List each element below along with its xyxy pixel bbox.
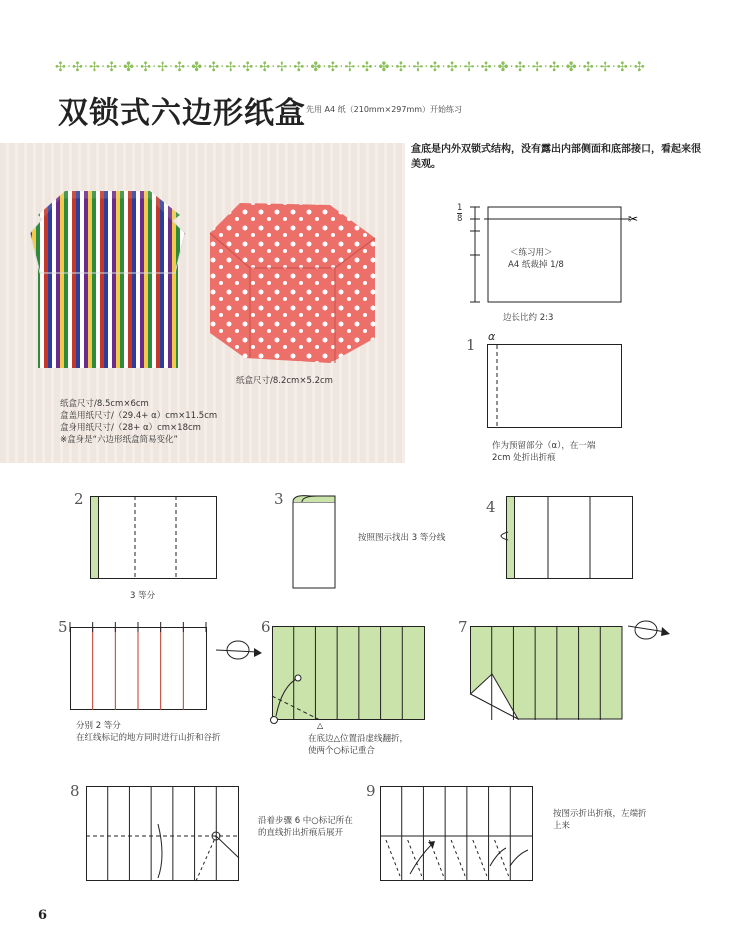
page-number: 6	[38, 908, 48, 923]
step-3-diagram	[290, 494, 350, 590]
svg-text:△: △	[317, 721, 324, 730]
step-6-text-2: 使两个○标记重合	[308, 746, 375, 756]
step-3-text: 按照图示找出 3 等分线	[358, 533, 446, 543]
floral-box-caption: 纸盒尺寸/8.2cm×5.2cm	[236, 376, 333, 386]
step-9-number: 9	[366, 782, 376, 800]
step-9-text-1: 按图示折出折痕，左端折	[553, 809, 647, 819]
step-8-number: 8	[70, 782, 80, 800]
prep-ratio: 边长比约 2:3	[503, 313, 554, 323]
step-4-diagram	[494, 496, 634, 580]
step-6-diagram	[272, 626, 432, 730]
step-9-diagram	[380, 786, 540, 886]
step-5-text-1: 分别 2 等分	[76, 721, 121, 731]
step-2-diagram	[90, 496, 220, 580]
step-1-text-1: 作为预留部分（α），在一端	[492, 441, 596, 451]
step-7-number: 7	[458, 618, 468, 636]
step-8-text-2: 的直线折出折痕后展开	[258, 828, 344, 838]
product-photo	[0, 143, 405, 463]
step-3-number: 3	[274, 490, 284, 508]
page-subtitle: 先用 A4 纸（210mm×297mm）开始练习	[306, 105, 463, 114]
fraction-denominator: 8	[457, 214, 463, 224]
fraction	[457, 203, 462, 224]
striped-box-caption-2: 盒盖用纸尺寸/（29.4+ α）cm×11.5cm	[60, 411, 218, 421]
step-5-text-2: 在红线标记的地方同时进行山折和谷折	[76, 733, 221, 743]
striped-box-caption-1: 纸盒尺寸/8.5cm×6cm	[60, 399, 149, 409]
floral-hexagon-box	[210, 203, 375, 363]
decorative-border: ✣·✣·✢·✣·✤·✣·✢·✣·✤·✣·✢·✣·✣·✢·✣·✤·✣·✢·✣·✤·✣·✢·✣·✣·✢·✣·✤·✣·✢·✣·✤·✣·✢·✣·✣	[55, 60, 646, 75]
scissors-icon: ✂	[628, 212, 639, 226]
step-6-text-1: 在底边△位置沿虚线翻折，	[308, 734, 409, 744]
turn-over-icon	[214, 638, 264, 664]
step-8-diagram	[86, 786, 246, 886]
step-4-number: 4	[486, 498, 496, 516]
intro-text: 盒底是内外双锁式结构，没有露出内部侧面和底部接口，看起来很美观。	[411, 144, 701, 170]
step-1-text-2: 2cm 处折出折痕	[492, 453, 556, 463]
step-1-diagram	[487, 344, 623, 430]
step-2-number: 2	[74, 490, 84, 508]
step-8-text-1: 沿着步骤 6 中○标记所在	[258, 816, 353, 826]
prep-label-2: A4 纸裁掉 1/8	[508, 260, 564, 270]
page-title: 双锁式六边形纸盒	[58, 96, 306, 131]
step-7-diagram	[470, 626, 630, 726]
striped-hexagon-box	[30, 191, 185, 368]
turn-over-icon-2	[626, 618, 676, 644]
striped-box-caption-4: ※盒身是“六边形纸盒简易变化”	[60, 435, 178, 445]
alpha-label: α	[488, 330, 496, 343]
step-5-number: 5	[58, 618, 68, 636]
step-2-text: 3 等分	[130, 591, 156, 601]
prep-label-1: ＜练习用＞	[510, 248, 553, 258]
step-1-number: 1	[466, 336, 476, 354]
step-5-diagram	[70, 622, 210, 712]
step-6-number: 6	[261, 618, 271, 636]
fraction-numerator: 1	[457, 203, 463, 213]
striped-box-caption-3: 盒身用纸尺寸/（28+ α）cm×18cm	[60, 423, 201, 433]
step-9-text-2: 上来	[553, 821, 571, 831]
